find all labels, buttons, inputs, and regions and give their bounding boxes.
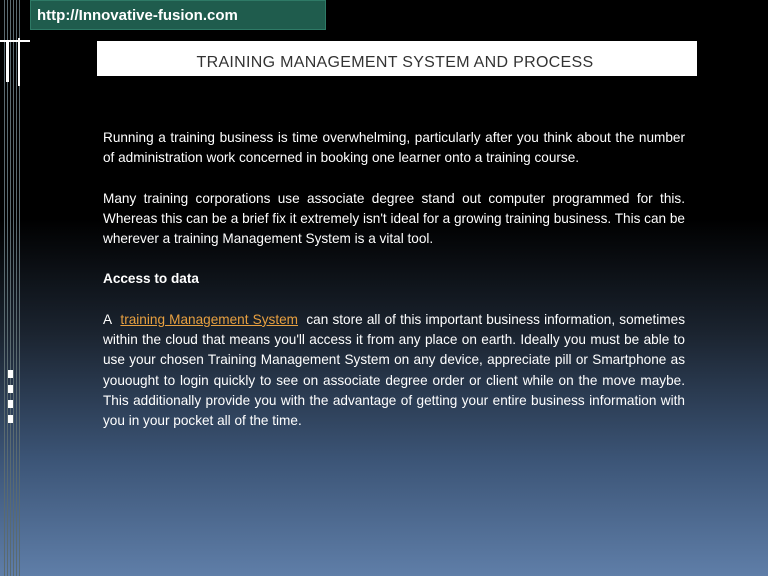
paragraph-3-prefix: A bbox=[103, 311, 113, 327]
paragraph-1: Running a training business is time overwhelming, particularly after you think about the number of administration work concerned in booking one learner onto a training course. bbox=[103, 130, 685, 166]
slide-title bbox=[97, 41, 697, 76]
training-management-system-link[interactable]: training Management System bbox=[120, 311, 299, 327]
slide-title-text: TRAINING MANAGEMENT SYSTEM AND PROCESS bbox=[196, 54, 594, 71]
left-decoration bbox=[0, 0, 34, 576]
url-banner[interactable]: http://Innovative-fusion.com bbox=[30, 0, 326, 30]
section-heading: Access to data bbox=[103, 271, 199, 287]
paragraph-2: Many training corporations use associate degree stand out computer programmed for this. Whereas this can be a brief fix it extremely isn't ideal for a growing training business. This can be wherever a training Management System is a vital tool. bbox=[103, 190, 685, 247]
paragraph-3 bbox=[103, 310, 685, 432]
paragraph-3-text: can store all of this important business information, sometimes within the cloud that means you'll access it from any place on earth. Ideally you must be able to use your chosen Training Management System on any device, appreciate pill or Smartphone as youought to login quickly to see on associate degree order or client while on the move maybe. This additionally provide you with the advantage of getting your entire business information with you in your pocket all of the time. bbox=[103, 311, 685, 429]
slide-body bbox=[103, 128, 685, 452]
